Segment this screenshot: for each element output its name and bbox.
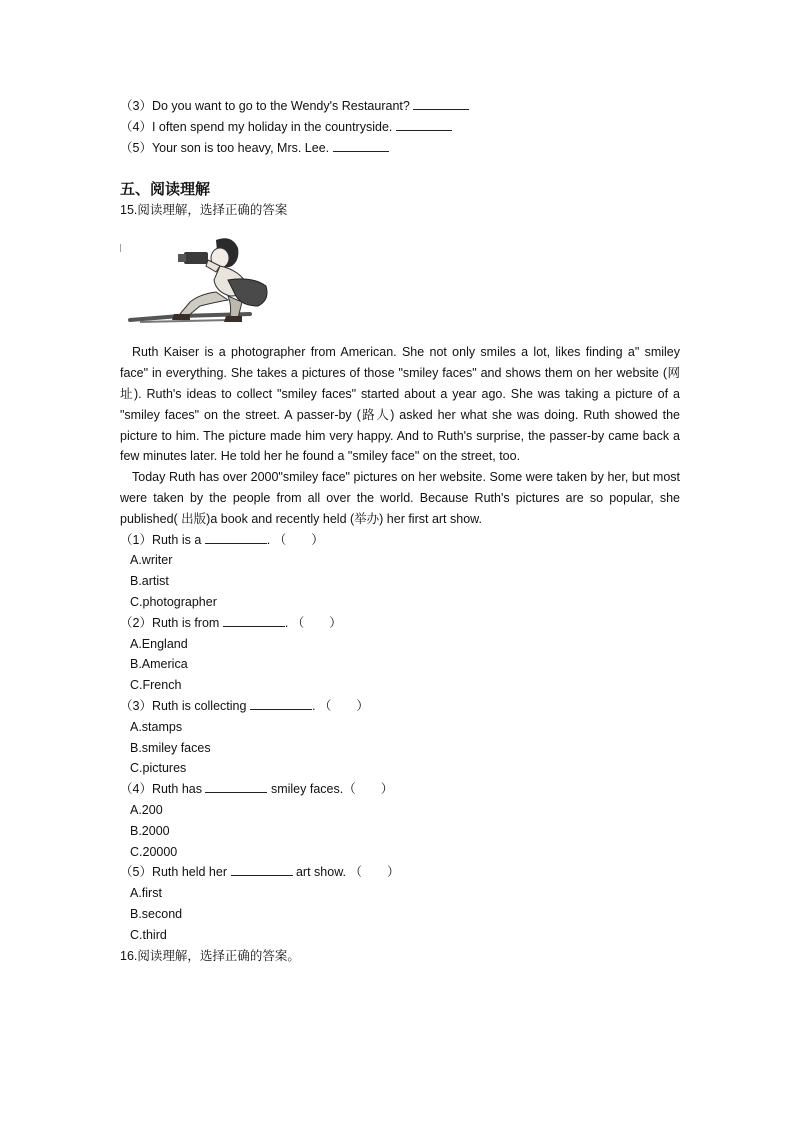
option-b: B.smiley faces: [130, 740, 211, 755]
item-text: I often spend my holiday in the countryside.: [151, 119, 393, 134]
question-2: [120, 613, 680, 696]
passage-paragraph-1: Ruth Kaiser is a photographer from American. She not only smiles a lot, likes finding a" smiley face" in everything. She takes a pictures of those "smiley faces" and shows them on her website (网址). Ruth's ideas to collect "smiley faces" started about a year ago. She was taking a picture of a "smiley faces" on the street. A passer-by (路人) asked her what she was doing. Ruth showed the picture to him. The picture made him very happy. And to Ruth's surprise, the passer-by came back a few minutes later. He told her he found a "smiley face" on the street, too.: [120, 345, 680, 464]
question-16-title: 16.阅读理解，选择正确的答案。: [120, 948, 300, 963]
question-number: （5）: [120, 865, 152, 880]
option-a: A.first: [130, 886, 162, 901]
answer-parentheses: （ ）: [318, 698, 369, 713]
photographer-illustration: [120, 236, 280, 332]
question-text-end: .: [266, 532, 271, 547]
question-text: Ruth has: [151, 782, 202, 797]
option-b: B.second: [130, 906, 183, 921]
passage-paragraph-2: Today Ruth has over 2000"smiley face" pictures on her website. Some were taken by her, but most were taken by the people from all over the world. Because Ruth's pictures are so popular, she published( 出版)a book and recently held (举办) her first art show.: [120, 470, 680, 526]
question-15-title: 15.阅读理解，选择正确的答案: [120, 203, 288, 218]
answer-parentheses: （ ）: [343, 782, 394, 797]
option-a: A.200: [130, 802, 163, 817]
reading-passage: [120, 342, 680, 529]
shoe-front: [172, 314, 190, 320]
question-stem: [120, 779, 680, 800]
answer-blank: [396, 119, 452, 131]
item-number: （3）: [120, 99, 152, 113]
option-c: C.French: [130, 678, 182, 693]
answer-blank: [250, 698, 312, 710]
question-stem: [120, 613, 680, 634]
option-c: C.third: [130, 927, 167, 942]
camera-lens: [178, 254, 186, 262]
question-stem: [120, 530, 680, 551]
question-4: [120, 779, 680, 862]
question-number: （4）: [120, 782, 152, 797]
item-number: （5）: [120, 140, 152, 155]
option-b: B.America: [130, 657, 188, 672]
item-number: （4）: [120, 119, 152, 134]
question-text-end: .: [311, 698, 316, 713]
item-text: Your son is too heavy, Mrs. Lee.: [151, 140, 330, 155]
question-3: [120, 696, 680, 779]
option-c: C.pictures: [130, 761, 187, 776]
answer-parentheses: （ ）: [291, 615, 342, 630]
option-a: A.stamps: [130, 719, 183, 734]
shoe-back: [224, 316, 242, 322]
answer-blank: [205, 532, 267, 544]
ground-line: [140, 320, 230, 322]
answer-blank: [231, 864, 293, 876]
previous-item-5: [120, 138, 680, 159]
question-text-end: smiley faces.: [270, 782, 344, 797]
question-text: Ruth is collecting: [151, 698, 247, 713]
worksheet-page: [120, 96, 680, 966]
answer-parentheses: （ ）: [273, 532, 324, 547]
answer-parentheses: （ ）: [349, 865, 400, 880]
section-title: 五、阅读理解: [120, 180, 211, 199]
answer-blank: [413, 98, 469, 110]
question-number: （3）: [120, 698, 152, 713]
previous-items: [120, 96, 680, 158]
answer-blank: [223, 615, 285, 627]
question-1: [120, 530, 680, 613]
question-5: [120, 862, 680, 945]
previous-item-3: [120, 96, 680, 117]
leg-front: [180, 292, 228, 316]
question-number: （1）: [120, 532, 152, 547]
answer-blank: [333, 140, 389, 152]
photographer-drawing: [120, 236, 280, 332]
question-text: Ruth is from: [151, 615, 220, 630]
option-b: B.2000: [130, 823, 170, 838]
option-b: B.artist: [130, 574, 169, 589]
option-c: C.20000: [130, 844, 178, 859]
question-text: Ruth is a: [151, 532, 202, 547]
question-stem: [120, 862, 680, 883]
answer-blank: [205, 781, 267, 793]
option-a: A.writer: [130, 553, 173, 568]
question-text-end: .: [284, 615, 289, 630]
option-c: C.photographer: [130, 594, 217, 609]
question-stem: [120, 696, 680, 717]
question-number: （2）: [120, 615, 152, 630]
question-text: Ruth held her: [151, 865, 228, 880]
question-list: [120, 530, 680, 946]
camera-body: [184, 252, 208, 264]
previous-item-4: [120, 117, 680, 138]
option-a: A.England: [130, 636, 188, 651]
question-text-end: art show.: [295, 865, 347, 880]
item-text: Do you want to go to the Wendy's Restaurant?: [151, 99, 410, 113]
